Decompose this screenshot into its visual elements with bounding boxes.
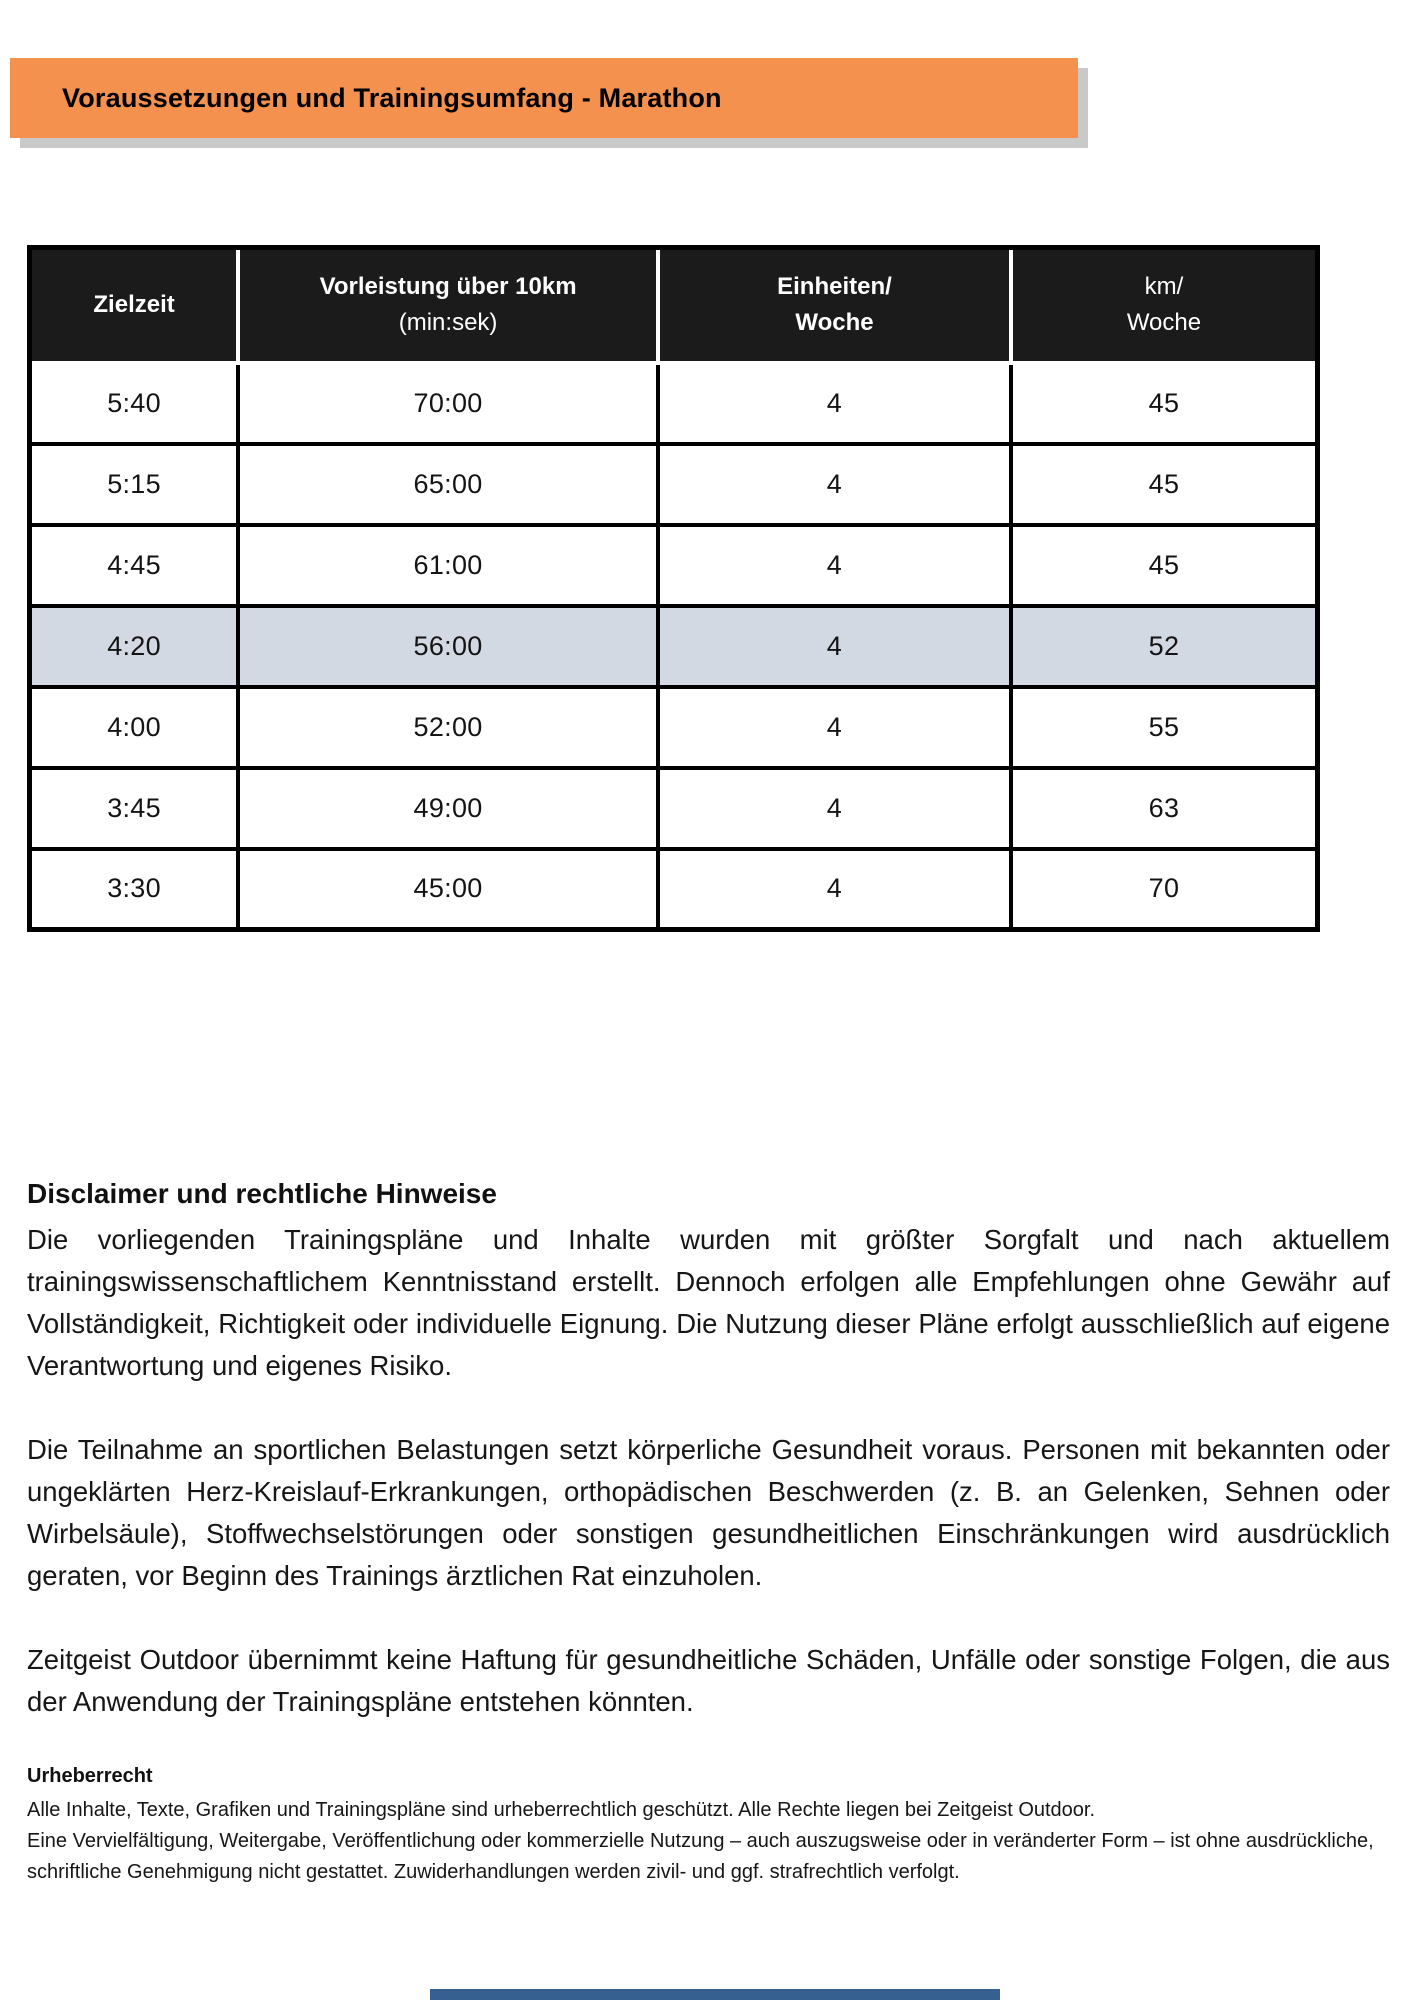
column-header: Vorleistung über 10km (min:sek) [238,248,658,363]
table-cell: 45 [1011,444,1318,525]
disclaimer-paragraph: Die Teilnahme an sportlichen Belastungen setzt körperliche Gesundheit voraus. Personen mit bekannten oder ungeklärten Herz-Kreislauf-Erkrankungen, orthopädischen Beschwerden (z. B. an Gelenken, Sehnen oder Wirbelsäule), Stoffwechselstörungen oder sonstigen gesundheitlichen Einschränkungen wird ausdrücklich geraten, vor Beginn des Trainings ärztlichen Rat einzuholen. [27,1434,1390,1591]
table-row [30,363,1318,444]
table-cell: 4 [658,444,1011,525]
table-header-row [30,248,1318,363]
table-cell: 70 [1011,849,1318,930]
table-cell: 52:00 [238,687,658,768]
table-cell: 45:00 [238,849,658,930]
table-body [30,363,1318,930]
disclaimer-heading: Disclaimer und rechtliche Hinweise [27,1178,497,1209]
table-cell: 56:00 [238,606,658,687]
table-cell: 4 [658,849,1011,930]
table-row [30,444,1318,525]
table-cell: 49:00 [238,768,658,849]
table-cell: 52 [1011,606,1318,687]
column-header: Einheiten/ Woche [658,248,1011,363]
table-row [30,687,1318,768]
table-cell: 55 [1011,687,1318,768]
table-cell: 4 [658,687,1011,768]
table-cell: 45 [1011,525,1318,606]
table-row [30,525,1318,606]
copyright-heading: Urheberrecht [27,1765,153,1787]
column-header: Zielzeit [30,248,239,363]
copyright-paragraph: Alle Inhalte, Texte, Grafiken und Trainingspläne sind urheberrechtlich geschützt. Alle Rechte liegen bei Zeitgeist Outdoor. [27,1799,1096,1821]
table-cell: 65:00 [238,444,658,525]
table-cell: 63 [1011,768,1318,849]
legal-text-section [27,1178,1390,1888]
table-cell: 45 [1011,363,1318,444]
table-cell: 4 [658,606,1011,687]
table-row [30,849,1318,930]
table-cell: 4:00 [30,687,239,768]
disclaimer-paragraph: Zeitgeist Outdoor übernimmt keine Haftung für gesundheitliche Schäden, Unfälle oder sonstige Folgen, die aus der Anwendung der Trainingspläne entstehen könnten. [27,1644,1390,1717]
table-cell: 4:45 [30,525,239,606]
table-cell: 61:00 [238,525,658,606]
table-cell: 5:15 [30,444,239,525]
training-requirements-table [27,245,1320,932]
table-row [30,606,1318,687]
page-title: Voraussetzungen und Trainingsumfang - Marathon [62,82,722,113]
table-cell: 3:30 [30,849,239,930]
table-cell: 5:40 [30,363,239,444]
table-row [30,768,1318,849]
copyright-paragraph: Eine Vervielfältigung, Weitergabe, Veröffentlichung oder kommerzielle Nutzung – auch auszugsweise oder in veränderter Form – ist ohne ausdrückliche, schriftliche Genehmigung nicht gestattet. Zuwiderhandlungen werden zivil- und ggf. strafrechtlich verfolgt. [27,1830,1374,1883]
table-cell: 4 [658,525,1011,606]
footer-accent-bar [430,1989,1000,2000]
disclaimer-paragraph: Die vorliegenden Trainingspläne und Inhalte wurden mit größter Sorgfalt und nach aktuellem trainingswissenschaftlichem Kenntnisstand erstellt. Dennoch erfolgen alle Empfehlungen ohne Gewähr auf Vollständigkeit, Richtigkeit oder individuelle Eignung. Die Nutzung dieser Pläne erfolgt ausschließlich auf eigene Verantwortung und eigenes Risiko. [27,1224,1390,1381]
title-bar [10,58,1078,138]
table-header [30,248,1318,363]
column-header: km/ Woche [1011,248,1318,363]
table-cell: 4:20 [30,606,239,687]
table-cell: 4 [658,363,1011,444]
table-cell: 70:00 [238,363,658,444]
table-cell: 4 [658,768,1011,849]
table-cell: 3:45 [30,768,239,849]
